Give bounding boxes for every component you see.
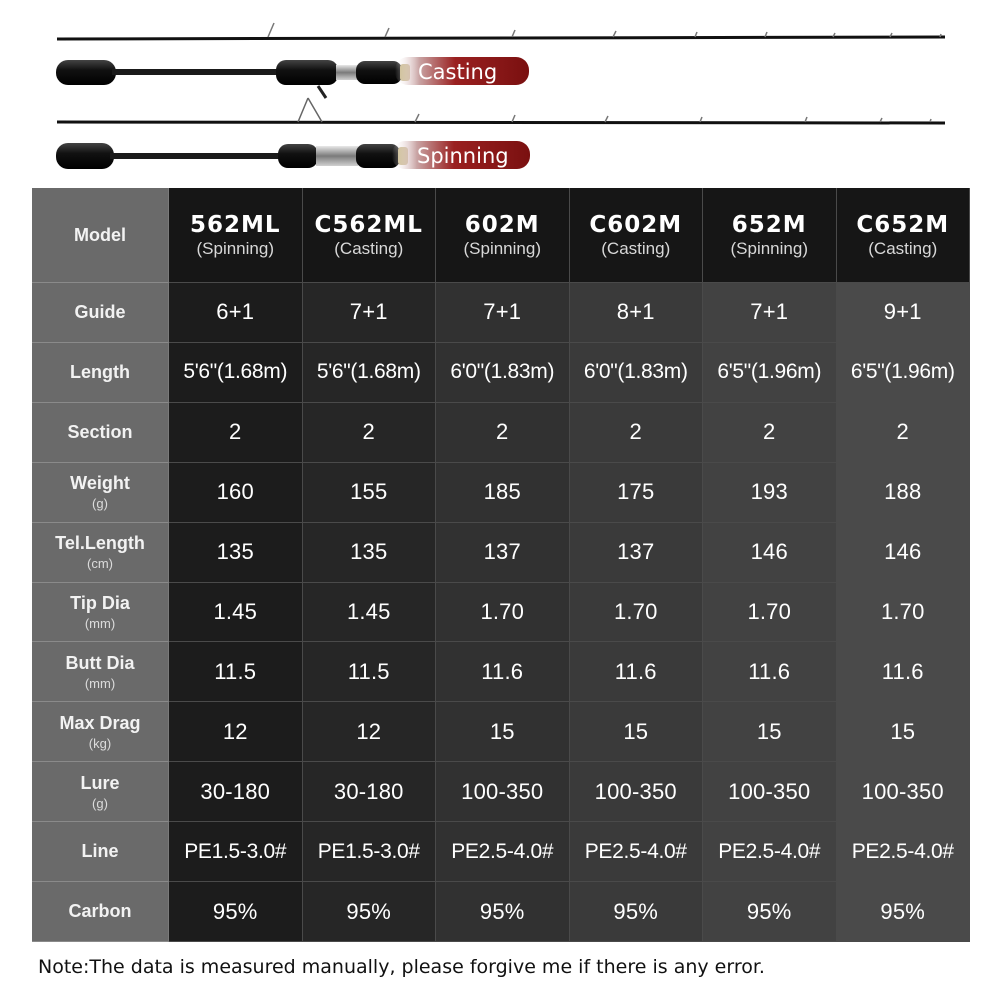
cell-length: 6'0"(1.83m) (570, 343, 704, 403)
row-label-text: Section (67, 421, 133, 442)
cell-tip-dia: 1.70 (703, 583, 837, 643)
cell-tip-dia: 1.45 (169, 583, 303, 643)
cell-tip-dia: 1.70 (837, 583, 971, 643)
model-header-cell (570, 188, 704, 283)
cell-length: 6'5"(1.96m) (837, 343, 971, 403)
model-type: (Spinning) (730, 238, 808, 258)
cell-guide: 9+1 (837, 283, 971, 343)
cell-carbon: 95% (570, 882, 704, 942)
cell-butt-dia: 11.6 (837, 642, 971, 702)
row-label-tip_dia (32, 583, 169, 643)
row-label-line (32, 822, 169, 882)
casting-rod-handle (56, 60, 410, 98)
cell-guide: 7+1 (436, 283, 570, 343)
row-label-weight (32, 463, 169, 523)
cell-carbon: 95% (303, 882, 437, 942)
model-type: (Casting) (601, 238, 671, 258)
model-type: (Spinning) (463, 238, 541, 258)
cell-weight: 188 (837, 463, 971, 523)
cell-lure: 100-350 (837, 762, 971, 822)
row-label-text: Tip Dia (70, 592, 130, 613)
model-header-cell (837, 188, 971, 283)
casting-rod-blank (57, 23, 945, 39)
cell-max-drag: 15 (570, 702, 704, 762)
spec-table (32, 188, 970, 942)
cell-lure: 30-180 (303, 762, 437, 822)
row-label-unit: (mm) (84, 615, 116, 631)
footnote: Note:The data is measured manually, please forgive me if there is any error. (38, 956, 765, 978)
cell-butt-dia: 11.5 (169, 642, 303, 702)
spinning-badge (392, 141, 530, 169)
model-type: (Casting) (334, 238, 404, 258)
row-label-text: Carbon (68, 901, 132, 922)
row-label-carbon (32, 882, 169, 942)
cell-lure: 30-180 (169, 762, 303, 822)
cell-length: 5'6"(1.68m) (303, 343, 437, 403)
model-name: C602M (589, 211, 683, 238)
cell-line: PE1.5-3.0# (169, 822, 303, 882)
row-label-max_drag (32, 702, 169, 762)
row-label-text: Lure (80, 772, 120, 793)
cell-guide: 7+1 (703, 283, 837, 343)
cell-max-drag: 15 (436, 702, 570, 762)
row-label-text: Max Drag (59, 712, 141, 733)
cell-tip-dia: 1.70 (436, 583, 570, 643)
rod-illustrations (0, 0, 1001, 185)
casting-badge (395, 57, 529, 85)
cell-guide: 7+1 (303, 283, 437, 343)
cell-lure: 100-350 (570, 762, 704, 822)
cell-section: 2 (436, 403, 570, 463)
row-label-unit: (mm) (84, 675, 116, 691)
cell-carbon: 95% (169, 882, 303, 942)
row-label-text: Model (74, 224, 126, 245)
model-type: (Casting) (868, 238, 938, 258)
cell-section: 2 (303, 403, 437, 463)
model-header-cell (703, 188, 837, 283)
cell-line: PE2.5-4.0# (703, 822, 837, 882)
row-label-text: Butt Dia (65, 652, 135, 673)
row-label-section (32, 403, 169, 463)
cell-tel-length: 135 (169, 523, 303, 583)
cell-carbon: 95% (837, 882, 971, 942)
row-label-unit: (cm) (87, 556, 113, 572)
cell-section: 2 (837, 403, 971, 463)
row-label-butt_dia (32, 642, 169, 702)
model-name: 602M (464, 211, 540, 238)
row-label-unit: (kg) (88, 735, 112, 751)
row-label-text: Tel.Length (55, 533, 145, 554)
row-label-length (32, 343, 169, 403)
casting-badge-label: Casting (418, 60, 498, 84)
cell-tel-length: 137 (436, 523, 570, 583)
row-label-text: Length (70, 361, 130, 382)
cell-butt-dia: 11.6 (570, 642, 704, 702)
row-label-text: Guide (74, 301, 126, 322)
row-label-tel_length (32, 523, 169, 583)
cell-tip-dia: 1.70 (570, 583, 704, 643)
spinning-rod-handle (56, 143, 408, 169)
cell-lure: 100-350 (703, 762, 837, 822)
row-label-unit: (g) (92, 795, 108, 811)
cell-line: PE2.5-4.0# (436, 822, 570, 882)
cell-section: 2 (570, 403, 704, 463)
model-name: C652M (856, 211, 950, 238)
row-label-guide (32, 283, 169, 343)
cell-tel-length: 135 (303, 523, 437, 583)
cell-tip-dia: 1.45 (303, 583, 437, 643)
cell-butt-dia: 11.5 (303, 642, 437, 702)
row-label-text: Weight (70, 473, 130, 494)
cell-max-drag: 12 (169, 702, 303, 762)
model-name: C562ML (314, 211, 423, 238)
spinning-rod-blank (57, 98, 945, 123)
cell-tel-length: 137 (570, 523, 704, 583)
cell-weight: 193 (703, 463, 837, 523)
cell-butt-dia: 11.6 (703, 642, 837, 702)
row-label-lure (32, 762, 169, 822)
cell-max-drag: 15 (837, 702, 971, 762)
cell-weight: 155 (303, 463, 437, 523)
cell-line: PE2.5-4.0# (837, 822, 971, 882)
cell-line: PE1.5-3.0# (303, 822, 437, 882)
model-name: 562ML (189, 211, 281, 238)
cell-weight: 175 (570, 463, 704, 523)
row-label-unit: (g) (92, 496, 108, 512)
cell-weight: 160 (169, 463, 303, 523)
spinning-badge-label: Spinning (417, 144, 509, 168)
row-label-model (32, 188, 169, 283)
model-header-cell (303, 188, 437, 283)
cell-guide: 6+1 (169, 283, 303, 343)
cell-tel-length: 146 (837, 523, 971, 583)
cell-section: 2 (703, 403, 837, 463)
cell-length: 6'5"(1.96m) (703, 343, 837, 403)
cell-section: 2 (169, 403, 303, 463)
cell-lure: 100-350 (436, 762, 570, 822)
row-label-text: Line (81, 841, 119, 862)
model-header-cell (169, 188, 303, 283)
cell-guide: 8+1 (570, 283, 704, 343)
cell-length: 6'0"(1.83m) (436, 343, 570, 403)
cell-weight: 185 (436, 463, 570, 523)
model-type: (Spinning) (196, 238, 274, 258)
cell-tel-length: 146 (703, 523, 837, 583)
cell-length: 5'6"(1.68m) (169, 343, 303, 403)
model-name: 652M (731, 211, 807, 238)
cell-carbon: 95% (436, 882, 570, 942)
model-header-cell (436, 188, 570, 283)
cell-butt-dia: 11.6 (436, 642, 570, 702)
cell-carbon: 95% (703, 882, 837, 942)
cell-line: PE2.5-4.0# (570, 822, 704, 882)
cell-max-drag: 15 (703, 702, 837, 762)
cell-max-drag: 12 (303, 702, 437, 762)
